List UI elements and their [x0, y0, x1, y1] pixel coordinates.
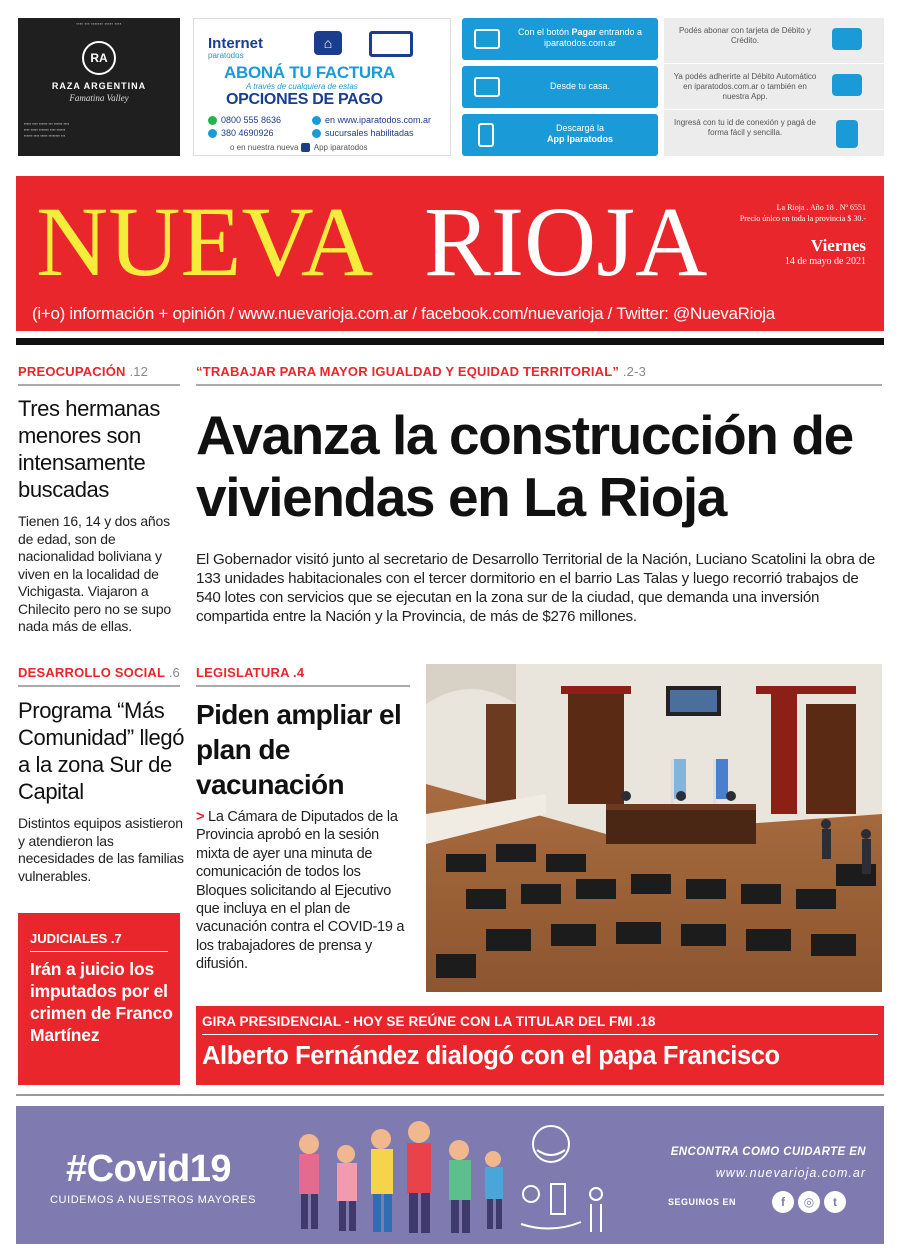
edition-day: Viernes	[810, 236, 866, 255]
payment-options	[462, 18, 658, 156]
masthead-title-part1: NUEVA	[36, 186, 374, 297]
raza-argentina-ad[interactable]	[18, 18, 180, 156]
kicker-rule	[18, 685, 180, 687]
note-debit	[664, 64, 884, 110]
story2-headline[interactable]: Programa “Más Comunidad” llegó a la zona Sur de Capital	[18, 698, 185, 804]
legislatura-headline[interactable]: Piden ampliar el plan de vacunación	[196, 699, 402, 800]
ad-headline2: OPCIONES DE PAGO	[226, 91, 383, 108]
story1-headline[interactable]: Tres hermanas menores son intensamente buscadas	[18, 396, 160, 502]
covid-banner[interactable]	[16, 1106, 884, 1244]
whatsapp-icon	[208, 116, 217, 125]
chamber-illustration	[426, 664, 882, 992]
legislatura-kicker	[196, 665, 304, 680]
masthead-title-part2: RIOJA	[424, 186, 708, 297]
twitter-icon[interactable]: t	[824, 1191, 846, 1213]
raza-logo: RA	[82, 41, 116, 75]
ad-web: en www.iparatodos.com.ar	[325, 115, 432, 125]
facebook-icon[interactable]: f	[772, 1191, 794, 1213]
story3-kicker	[30, 931, 122, 946]
ad-phone1: 0800 555 8636	[221, 115, 282, 125]
ad-phone1-row	[208, 115, 281, 125]
web-icon	[312, 116, 321, 125]
page-ref: .7	[110, 931, 122, 946]
ad-brand-sub: paratodos	[208, 51, 244, 60]
note-card	[664, 18, 884, 64]
lead-kicker	[196, 364, 646, 379]
family-illustration	[281, 1114, 611, 1244]
pay-option-app[interactable]	[462, 114, 658, 156]
ad-app-prefix: o en nuestra nueva	[230, 143, 299, 152]
gira-kicker: GIRA PRESIDENCIAL - HOY SE REÚNE CON LA TITULAR DEL FMI .18	[202, 1014, 656, 1029]
kicker-rule	[196, 384, 882, 386]
pay-text: entrando a iparatodos.com.ar	[543, 27, 643, 48]
debit-card-icon	[832, 74, 862, 96]
kicker-label: LEGISLATURA	[196, 665, 290, 680]
kicker-rule	[30, 951, 168, 952]
raza-name: RAZA ARGENTINA	[51, 81, 147, 91]
story2-body: Distintos equipos asistieron y atendieron las necesidades de las familias vulnerables.	[18, 815, 184, 884]
tap-icon	[836, 120, 858, 148]
pay-option-button[interactable]	[462, 18, 658, 60]
page-ref: .6	[168, 665, 180, 680]
masthead	[16, 176, 884, 331]
story2-kicker	[18, 665, 180, 680]
fine-print: ▪▪▪▪ ▪▪▪ ▪▪▪▪▪▪▪ ▪▪▪▪▪ ▪▪▪▪	[76, 21, 122, 26]
top-ads-strip	[0, 0, 900, 165]
ad-brand: Internet	[208, 35, 264, 52]
page-ref: .4	[293, 665, 305, 680]
note-text: Podés abonar con tarjeta de Débito y Crédito.	[678, 26, 812, 45]
pay-option-home[interactable]	[462, 66, 658, 108]
page-ref: .12	[129, 364, 149, 379]
pay-text: Con el botón	[517, 27, 572, 37]
credit-card-icon	[832, 28, 862, 50]
bottom-divider	[16, 1094, 884, 1096]
story3-headline[interactable]: Irán a juicio los imputados por el crimen de Franco Martínez	[30, 959, 173, 1045]
covid-follow-label: SEGUINOS EN	[667, 1197, 736, 1207]
ad-app-name: App iparatodos	[313, 143, 368, 152]
edition-date: 14 de mayo de 2021	[784, 256, 866, 267]
edition-price: Precio único en toda la provincia $ 30.-	[739, 214, 866, 223]
pay-bold: App Iparatodos	[546, 134, 613, 144]
ad-app-row	[230, 143, 368, 152]
pay-text: Descargá la	[555, 123, 605, 133]
arrow-icon: >	[196, 809, 205, 825]
lead-headline[interactable]: Avanza la construcción de viviendas en La Rioja	[196, 404, 853, 528]
legislatura-body	[196, 808, 412, 974]
hygiene-icons	[521, 1126, 602, 1232]
covid-title: #Covid19	[66, 1148, 231, 1190]
raza-subtitle: Famatina Valley	[69, 93, 129, 103]
family-icon	[299, 1121, 503, 1233]
note-login	[664, 110, 884, 156]
covid-cta: ENCONTRA COMO CUIDARTE EN	[670, 1146, 866, 1158]
page-ref: .2-3	[622, 364, 647, 379]
internet-para-todos-ad[interactable]	[193, 18, 451, 156]
kicker-label: “TRABAJAR PARA MAYOR IGUALDAD Y EQUIDAD TERRITORIAL”	[196, 364, 620, 379]
location-icon	[312, 129, 321, 138]
ad-branches-row	[312, 128, 414, 138]
instagram-icon[interactable]: ◎	[798, 1191, 820, 1213]
note-text: Ingresá con tu id de conexión y pagá de forma fácil y sencilla.	[674, 118, 816, 137]
gira-presidencial-bar[interactable]	[196, 1006, 884, 1085]
edition-info	[740, 202, 866, 267]
legislature-photo[interactable]	[426, 664, 882, 992]
fine-print: ▪▪▪▪▪ ▪▪▪▪ ▪▪▪▪▪▪ ▪▪▪ ▪▪▪▪▪▪ ▪▪▪▪ ▪▪▪▪ ▪▪▪▪▪ ▪▪▪▪▪▪▪ ▪▪▪▪ ▪▪▪▪▪▪ ▪▪▪▪▪▪ ▪▪▪▪ ▪▪▪▪▪ ▪▪▪▪▪▪▪▪ ▪▪▪	[24, 121, 70, 138]
ad-phone2: 380 4690926	[221, 128, 274, 138]
masthead-tagline[interactable]: (i+o) información + opinión / www.nuevarioja.com.ar / facebook.com/nuevarioja / Twitter: @NuevaRioja	[32, 304, 775, 323]
ad-subline: A través de cualquiera de estas	[246, 82, 358, 91]
lead-body: El Gobernador visitó junto al secretario de Desarrollo Territorial de la Nación, Luciano Scatolini la obra de 133 unidades habitacionales con el tercer dormitorio en el barrio Las Talas y luego recorrió trabajos de 540 lotes con servicios que se ejecutan en la zona sur de la ciudad, que demanda una inversión compartida entre la Nación y la Provincia, de más de $276 millones.	[196, 551, 876, 625]
kicker-label: DESARROLLO SOCIAL	[18, 665, 165, 680]
story1-body: Tienen 16, 14 y dos años de edad, son de nacionalidad boliviana y viven en la localidad de Vichigasta. Viajaron a Chilecito pero no se supo nada más de ellas.	[18, 513, 171, 634]
ad-branches: sucursales habilitadas	[325, 128, 414, 138]
kicker-rule	[18, 384, 180, 386]
laptop-icon	[369, 31, 413, 57]
gira-headline[interactable]: Alberto Fernández dialogó con el papa Francisco	[202, 1042, 780, 1070]
covid-subtitle: CUIDEMOS A NUESTROS MAYORES	[50, 1194, 257, 1206]
edition-number: La Rioja . Año 18 . Nº 6551	[776, 203, 866, 212]
kicker-label: JUDICIALES	[30, 931, 108, 946]
story3-box[interactable]	[18, 913, 180, 1085]
kicker-rule	[202, 1034, 878, 1035]
laptop-icon	[474, 77, 500, 97]
house-icon: ⌂	[314, 31, 342, 55]
masthead-divider	[16, 338, 884, 345]
note-text: Ya podés adherirte al Débito Automático en iparatodos.com.ar o también en nuestra App.	[673, 72, 817, 101]
payment-notes	[664, 18, 884, 156]
kicker-rule	[196, 685, 410, 687]
ad-phone2-row	[208, 128, 274, 138]
ad-headline: ABONÁ TU FACTURA	[224, 63, 395, 82]
phone-app-icon	[301, 143, 310, 152]
story1-kicker	[18, 364, 148, 379]
legislatura-body-text: La Cámara de Diputados de la Provincia aprobó en la sesión mixta de ayer una minuta de comunicación de todos los Bloques solicitando al Ejecutivo que incluya en el plan de vacunación contra el COVID-19 a los trabajadores de prensa y difusión.	[196, 809, 405, 973]
pay-bold: Pagar	[571, 27, 597, 37]
pay-text: Desde tu casa.	[549, 81, 611, 91]
ad-web-row	[312, 115, 431, 125]
kicker-label: PREOCUPACIÓN	[18, 364, 126, 379]
click-icon	[474, 29, 500, 49]
phone-icon	[208, 129, 217, 138]
covid-website[interactable]: www.nuevarioja.com.ar	[715, 1166, 866, 1180]
mobile-icon	[478, 123, 494, 147]
